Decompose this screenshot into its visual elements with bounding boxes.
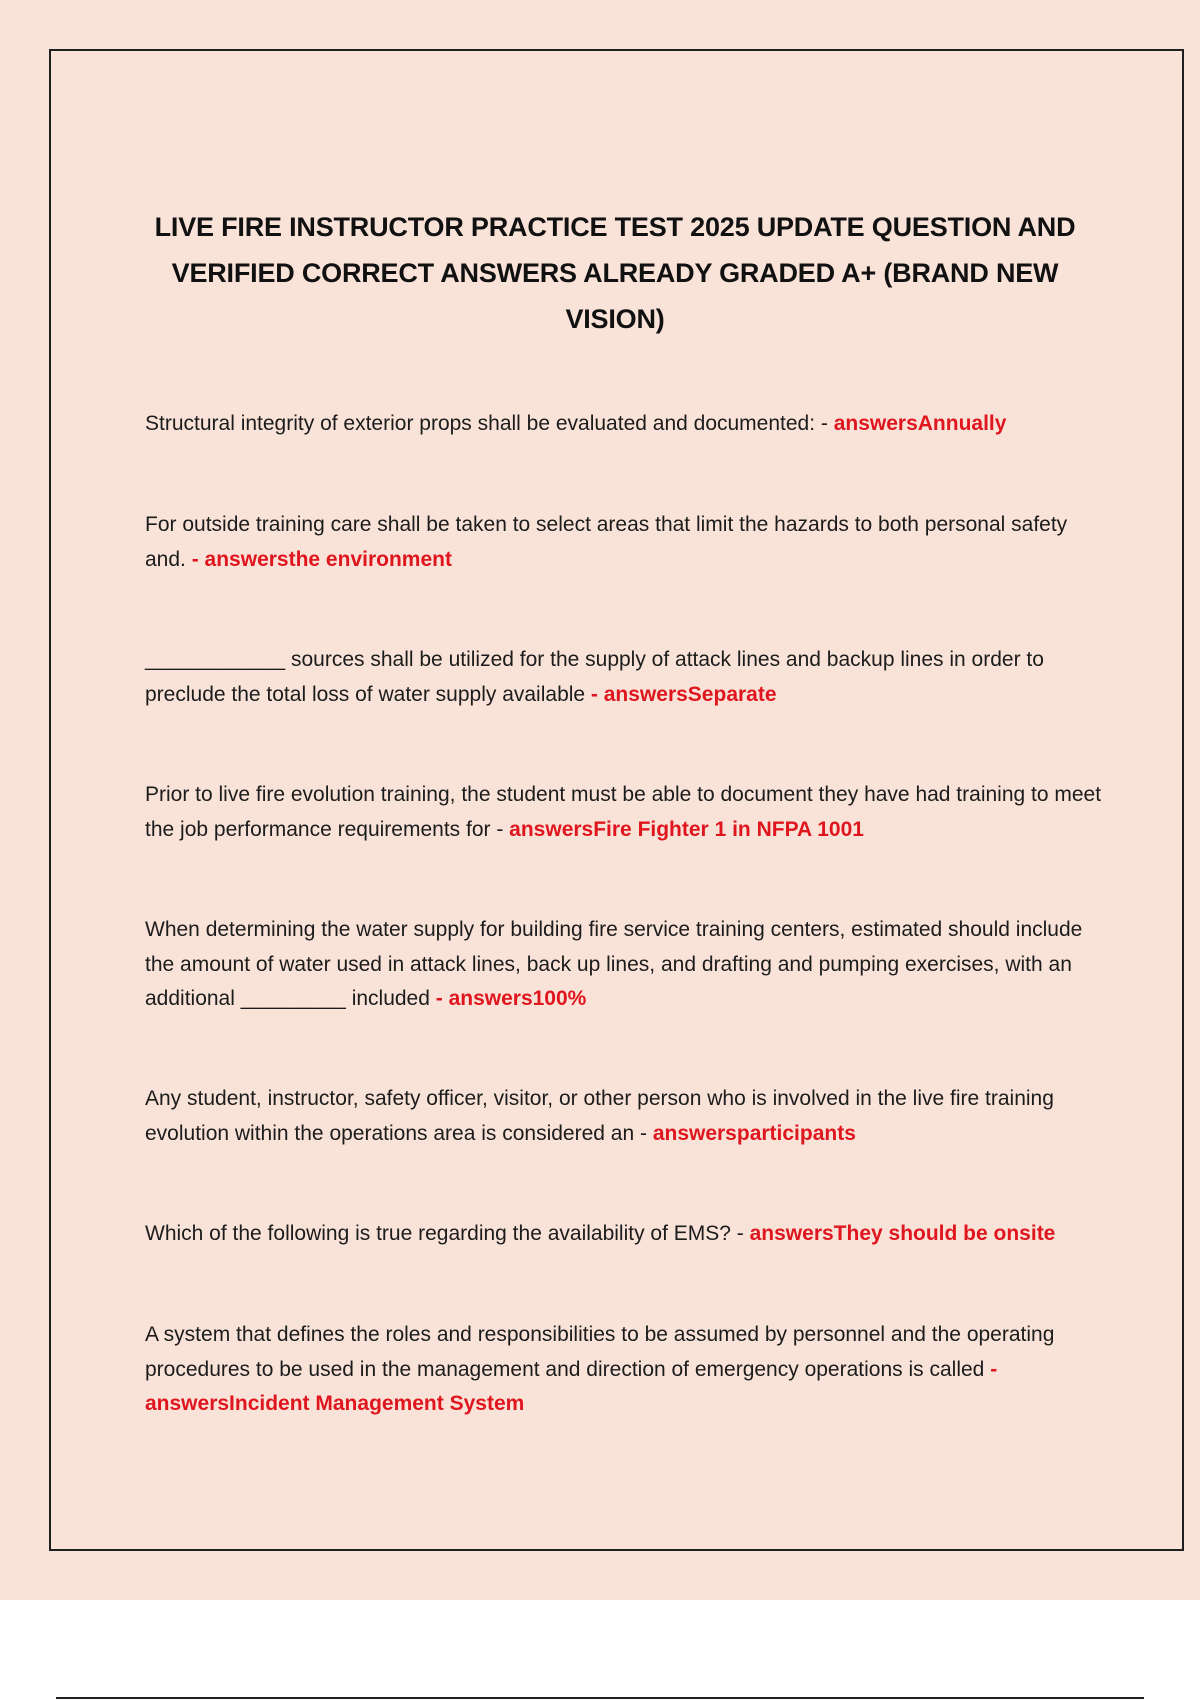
answer-separator: - — [496, 817, 510, 841]
answer-text: answersThey should be onsite — [749, 1222, 1056, 1245]
qa-item — [145, 407, 1110, 442]
qa-item — [145, 1217, 1110, 1252]
question-text: For outside training care shall be taken to select areas that limit the hazards to both personal safety and. — [145, 513, 1068, 571]
question-text: Which of the following is true regarding the availability of EMS? — [145, 1222, 737, 1245]
answer-text: answersAnnually — [833, 412, 1007, 435]
answer-separator: - — [990, 1357, 998, 1381]
answer-separator: - — [435, 987, 449, 1010]
question-text: A system that defines the roles and responsibilities to be assumed by personnel and the operating procedures to be used in the management and direction of emergency operations is called — [145, 1323, 1055, 1381]
qa-item — [145, 1082, 1110, 1151]
answer-text: answersthe environment — [204, 547, 452, 571]
answer-separator: - — [736, 1222, 750, 1245]
answer-text: answersIncident Management System — [145, 1392, 525, 1415]
qa-item — [145, 643, 1110, 712]
qa-item — [145, 913, 1110, 1017]
question-text: When determining the water supply for building fire service training centers, estimated should include the amount of water used in attack lines, back up lines, and drafting and pumping exercises, with an additional _________ included — [145, 918, 1083, 1010]
answer-text: answersFire Fighter 1 in NFPA 1001 — [509, 817, 864, 841]
qa-item — [145, 508, 1110, 577]
answer-separator: - — [639, 1121, 653, 1145]
question-text: Prior to live fire evolution training, the student must be able to document they have had training to meet the job performance requirements for — [145, 783, 1102, 841]
document-title: LIVE FIRE INSTRUCTOR PRACTICE TEST 2025 UPDATE QUESTION AND VERIFIED CORRECT ANSWERS ALREADY GRADED A+ (BRAND NEW VISION) — [154, 212, 1076, 334]
question-text: ____________ sources shall be utilized for the supply of attack lines and backup lines in order to preclude the total loss of water supply available — [145, 648, 1044, 706]
qa-item — [145, 1318, 1110, 1422]
footer-divider — [56, 1697, 1144, 1699]
question-text: Any student, instructor, safety officer, visitor, or other person who is involved in the live fire training evolution within the operations area is considered an — [145, 1087, 1054, 1145]
answer-separator: - — [191, 547, 205, 571]
question-text: Structural integrity of exterior props shall be evaluated and documented: — [145, 412, 821, 435]
answer-text: answersparticipants — [652, 1121, 856, 1145]
answer-text: answersSeparate — [603, 682, 777, 706]
answer-text: answers100% — [448, 987, 587, 1010]
answer-separator: - — [590, 682, 604, 706]
qa-item — [145, 778, 1110, 847]
answer-separator: - — [820, 412, 834, 435]
